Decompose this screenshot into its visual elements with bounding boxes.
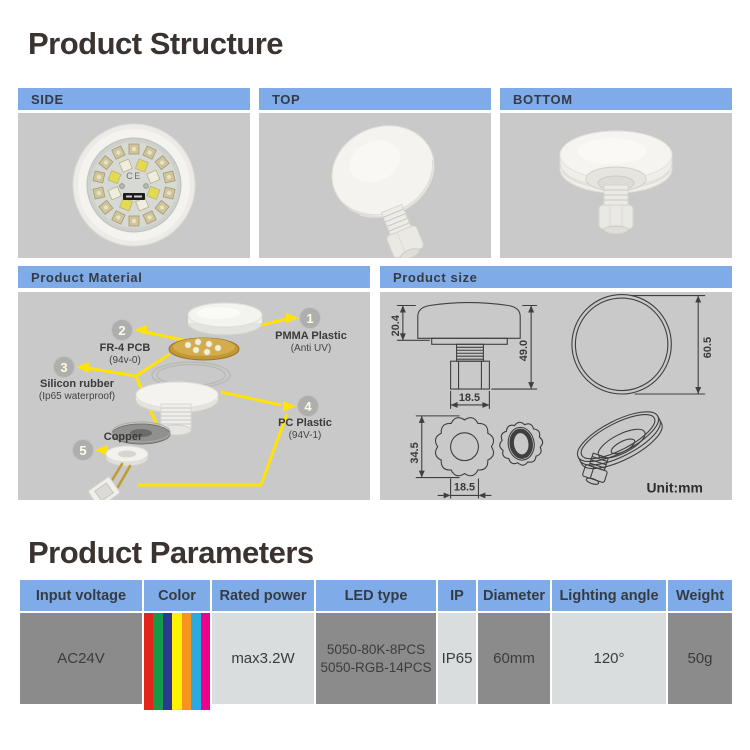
size-panel <box>380 292 732 500</box>
material-label-pc: PC Plastic (94V-1) <box>278 417 332 441</box>
material-label-pcb: FR-4 PCB (94v-0) <box>99 342 151 366</box>
size-drawing <box>380 292 732 500</box>
color-stripes <box>144 613 210 710</box>
dim-nut-width: 34.5 <box>408 442 421 464</box>
badge-number: 5 <box>79 442 87 458</box>
dim-thread-width: 18.5 <box>458 391 481 404</box>
material-label-copper: Copper <box>103 431 143 443</box>
value-diameter: 60mm <box>478 613 550 704</box>
badge-number: 3 <box>60 359 68 375</box>
dim-cap-height: 20.4 <box>389 315 402 337</box>
color-stripe <box>144 613 153 710</box>
top-photo-drawing <box>259 113 491 258</box>
value-lighting-angle: 120° <box>552 613 666 704</box>
col-header-input-voltage: Input voltage <box>20 580 142 611</box>
material-panel <box>18 292 370 500</box>
dimension-arrowheads <box>400 296 701 499</box>
color-stripe <box>201 613 210 710</box>
photo-side <box>18 113 250 258</box>
part-pcb <box>169 338 239 360</box>
photo-top <box>259 113 491 258</box>
color-stripe <box>191 613 200 710</box>
view-label-side: SIDE <box>18 88 250 110</box>
page-title-parameters: Product Parameters <box>28 535 314 570</box>
dim-nut-thread-width: 18.5 <box>453 481 476 494</box>
color-stripe <box>172 613 181 710</box>
dim-face-diameter: 60.5 <box>702 336 715 359</box>
value-rated-power: max3.2W <box>212 613 314 704</box>
table-header-row <box>20 580 732 611</box>
material-badge-5 <box>72 439 94 461</box>
col-header-lighting-angle: Lighting angle <box>552 580 666 611</box>
part-lens <box>188 303 262 335</box>
unit-label: Unit:mm <box>646 479 703 496</box>
col-header-led-type: LED type <box>316 580 436 611</box>
col-header-ip: IP <box>438 580 476 611</box>
photo-bottom <box>500 113 732 258</box>
col-header-rated-power: Rated power <box>212 580 314 611</box>
color-stripe <box>182 613 191 710</box>
material-label-pmma: PMMA Plastic (Anti UV) <box>275 330 347 354</box>
screw-icon <box>144 184 149 189</box>
dim-total-height: 49.0 <box>518 339 531 362</box>
material-badge-4 <box>297 395 319 417</box>
view-label-bottom: BOTTOM <box>500 88 732 110</box>
parameters-table <box>20 580 732 710</box>
model-label <box>123 193 145 200</box>
badge-number: 1 <box>306 310 314 326</box>
part-connector <box>88 476 121 500</box>
value-weight: 50g <box>668 613 732 704</box>
material-label-silicon: Silicon rubber (Ip65 waterproof) <box>38 378 116 402</box>
color-stripe <box>153 613 162 710</box>
badge-number: 4 <box>304 398 312 414</box>
side-photo-drawing <box>18 113 250 258</box>
col-header-weight: Weight <box>668 580 732 611</box>
material-panel-title: Product Material <box>18 266 370 288</box>
ce-mark: CE <box>126 171 142 181</box>
table-value-row <box>20 613 732 710</box>
led-type-line2: 5050-RGB-14PCS <box>320 659 432 675</box>
badge-number: 2 <box>118 322 126 338</box>
view-label-top: TOP <box>259 88 491 110</box>
screw-icon <box>120 184 125 189</box>
led-type-line1: 5050-80K-8PCS <box>326 641 426 657</box>
color-stripe <box>163 613 172 710</box>
col-header-color: Color <box>144 580 210 611</box>
material-badge-1 <box>299 307 321 329</box>
value-ip: IP65 <box>438 613 476 704</box>
col-header-diameter: Diameter <box>478 580 550 611</box>
page-title-structure: Product Structure <box>28 26 284 61</box>
value-input-voltage: AC24V <box>20 613 142 704</box>
material-badge-2 <box>111 319 133 341</box>
part-ring <box>106 446 148 466</box>
bottom-photo-drawing <box>500 113 732 258</box>
size-panel-title: Product size <box>380 266 732 288</box>
material-badge-3 <box>53 356 75 378</box>
value-led-type <box>316 613 436 704</box>
